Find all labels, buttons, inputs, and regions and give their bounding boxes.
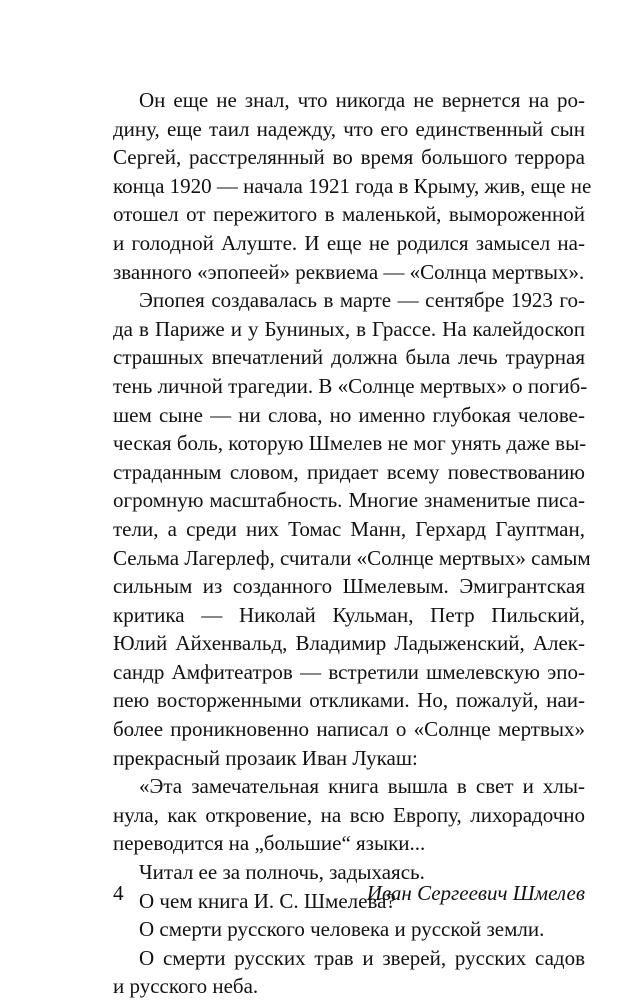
text-line: критика — Николай Кульман, Петр Пильский,: [113, 602, 585, 627]
text-line: О смерти русских трав и зверей, русских садов: [139, 945, 585, 970]
text-line: Юлий Айхенвальд, Владимир Ладыженский, Алек-: [113, 631, 585, 656]
text-line: Читал ее за полночь, задыхаясь.: [139, 860, 425, 885]
text-line: да в Париже и у Буниных, в Грассе. На калейдоскоп: [113, 316, 585, 341]
text-line: переводится на „большие“ языки...: [113, 831, 426, 856]
text-line: Он еще не знал, что никогда не вернется на ро-: [139, 88, 585, 112]
text-line: Эпопея создавалась в марте — сентябре 1923 го-: [139, 288, 585, 313]
text-line: сандр Амфитеатров — встретили шмелевскую эпо-: [113, 659, 585, 684]
text-line: тень личной трагедии. В «Солнце мертвых» о погиб-: [113, 373, 588, 398]
text-line: сильным из созданного Шмелевым. Эмигрантская: [113, 574, 585, 599]
text-line: огромную масштабность. Многие знаменитые писа-: [113, 488, 585, 513]
page-number: 4: [113, 881, 124, 905]
text-line: более проникновенно написал о «Солнце мертвых»: [113, 717, 585, 742]
body-text: [113, 86, 592, 1001]
text-line: Сергей, расстрелянный во время большого террора: [113, 145, 585, 170]
text-line: отошел от пережитого в маленькой, вымороженной: [113, 202, 585, 227]
text-line: званного «эпопеей» реквиема — «Солнца мертвых».: [113, 259, 585, 284]
text-line: конца 1920 — начала 1921 года в Крыму, жив, еще не: [113, 173, 592, 198]
text-line: Сельма Лагерлеф, считали «Солнце мертвых» самым: [113, 545, 591, 570]
text-line: страданным словом, придает всему повествованию: [113, 459, 585, 484]
text-line: шем сыне — ни слова, но именно глубокая челове-: [113, 402, 585, 427]
text-line: О чем книга И. С. Шмелева?: [139, 888, 396, 913]
text-line: страшных впечатлений должна была лечь траурная: [113, 345, 585, 370]
text-line: дину, еще таил надежду, что его единственный сын: [113, 116, 585, 141]
page-footer: [113, 878, 585, 908]
text-line: пею восторженными откликами. Но, пожалуй, наи-: [113, 688, 585, 713]
text-line: прекрасный прозаик Иван Лукаш:: [113, 745, 418, 770]
text-line: и русского неба.: [113, 974, 259, 999]
text-line: О смерти русского человека и русской земли.: [139, 917, 545, 942]
text-line: нула, как откровение, на всю Европу, лихорадочно: [113, 802, 585, 827]
text-line: тели, а среди них Томас Манн, Герхард Гауптман,: [113, 516, 585, 541]
text-line: ческая боль, которую Шмелев не мог унять даже вы-: [113, 431, 587, 456]
text-line: «Эта замечательная книга вышла в свет и хлы-: [139, 774, 585, 799]
text-line: и голодной Алуште. И еще не родился замысел на-: [113, 230, 585, 255]
running-head: Иван Сергеевич Шмелев: [366, 881, 585, 905]
